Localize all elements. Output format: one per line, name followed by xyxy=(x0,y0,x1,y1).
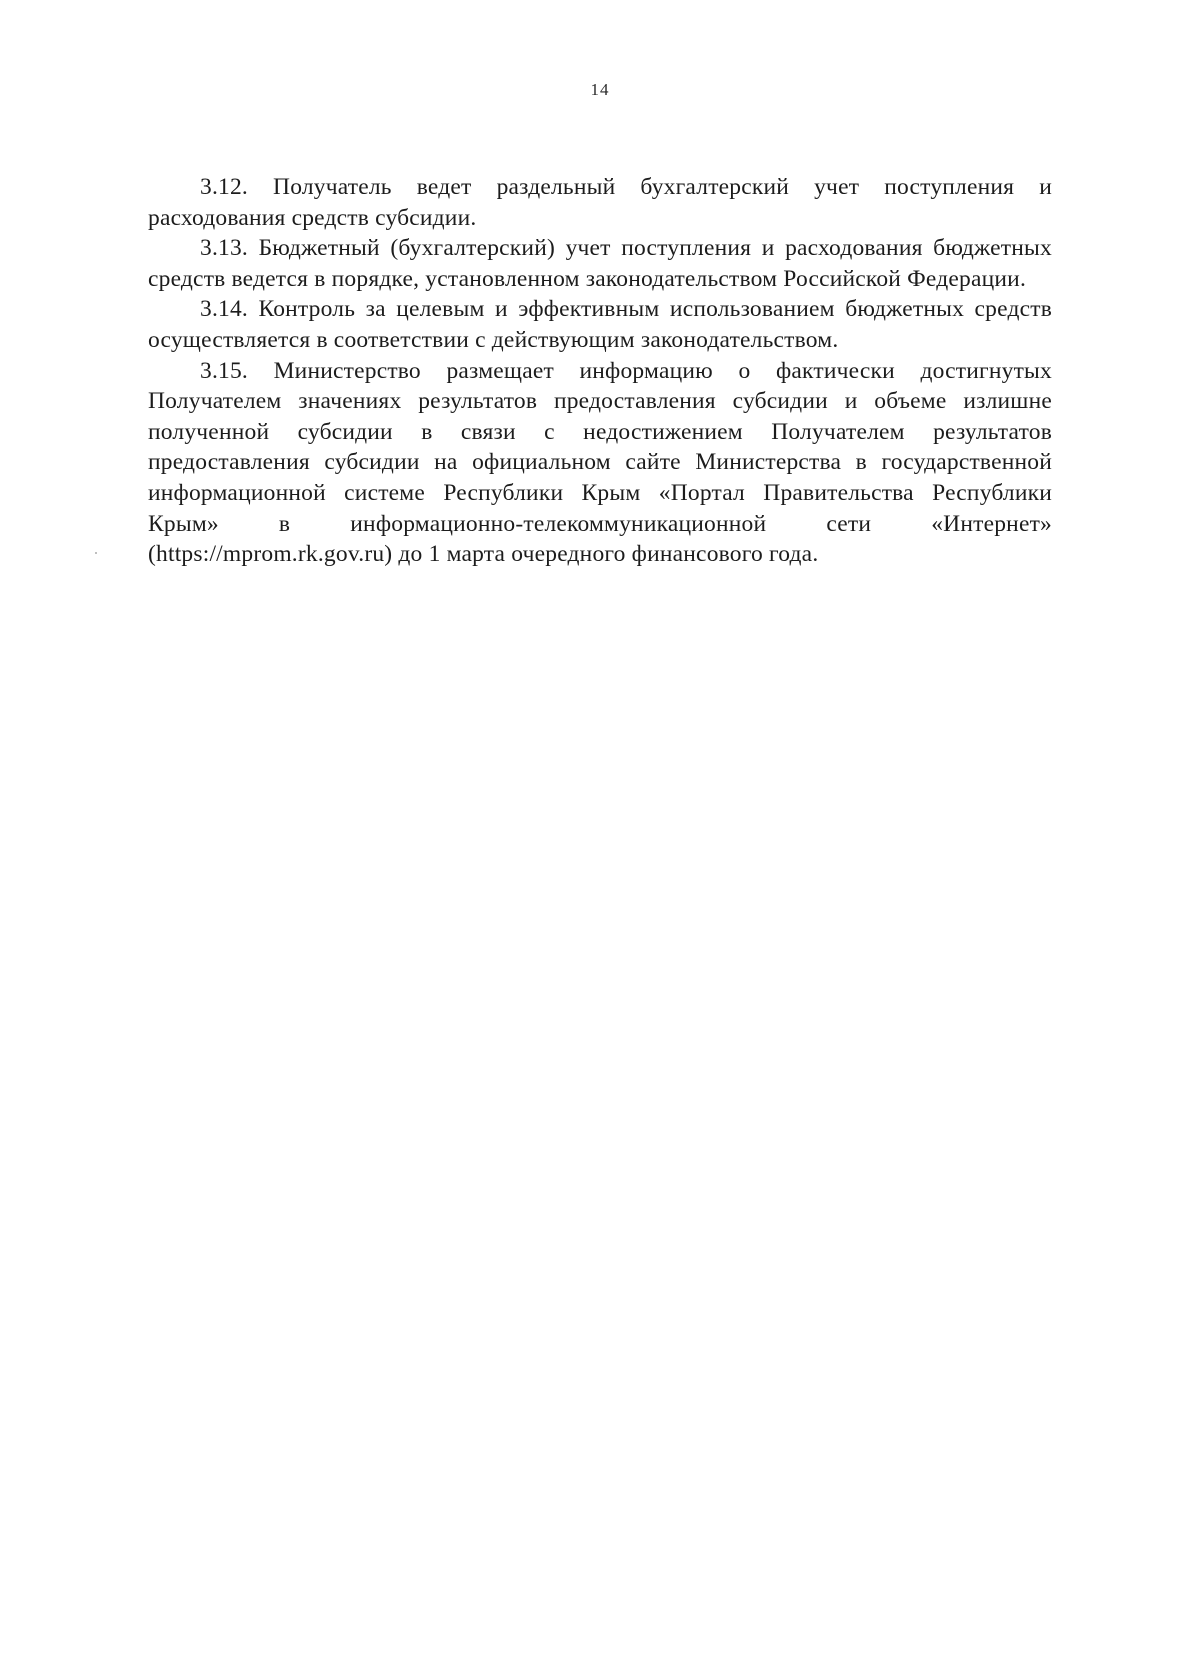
page-number: 14 xyxy=(590,80,610,99)
paragraph-3-14: 3.14. Контроль за целевым и эффективным использованием бюджетных средств осуществляется в соответствии с действующим законодательством. xyxy=(148,296,1052,353)
paragraph-3-15: 3.15. Министерство размещает информацию о фактически достигнутых Получателем значениях результатов предоставления субсидии и объеме излишне полученной субсидии в связи с недостижением Получателем результатов предоставления субсидии на официальном сайте Министерства в государственной информационной системе Республики Крым «Портал Правительства Республики Крым» в информационно-телекоммуникационной сети «Интернет» (https://mprom.rk.gov.ru) до 1 марта очередного финансового года. xyxy=(148,357,1052,568)
paragraph-3-13: 3.13. Бюджетный (бухгалтерский) учет поступления и расходования бюджетных средств ведется в порядке, установленном законодательством Российской Федерации. xyxy=(148,235,1052,292)
scan-speck xyxy=(95,552,97,554)
paragraph-3-12: 3.12. Получатель ведет раздельный бухгалтерский учет поступления и расходования средств субсидии. xyxy=(148,174,1052,231)
document-body xyxy=(148,172,1052,570)
